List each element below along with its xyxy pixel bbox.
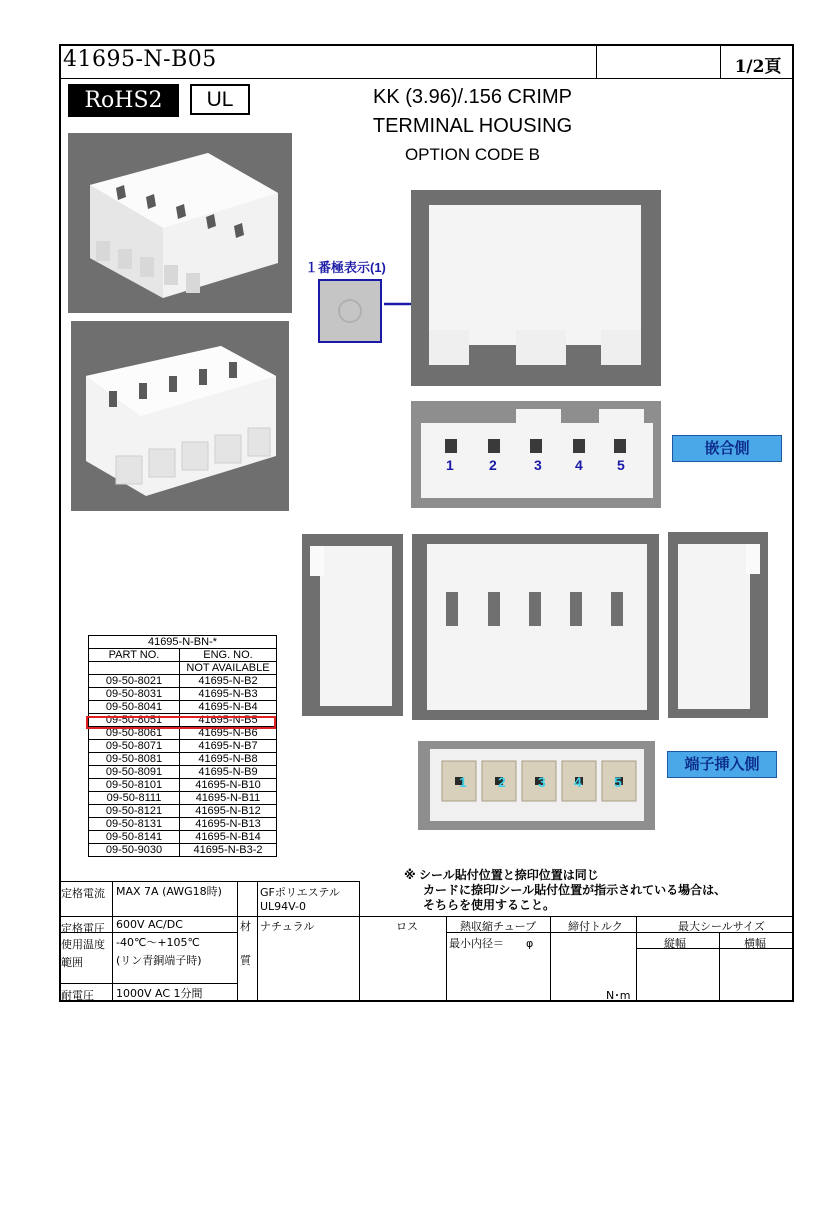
parts-table: [88, 635, 277, 857]
housing-angled-illustration: [71, 321, 289, 511]
part-number-cell: 09-50-8121: [89, 805, 180, 818]
housing-photo-top: [68, 133, 292, 313]
housing-mating-face-illustration: [411, 401, 661, 508]
parts-table-title: 41695-N-BN-*: [89, 636, 277, 649]
housing-left-side-illustration: [302, 534, 403, 716]
withstand-voltage-label: 耐電圧: [61, 989, 94, 1002]
eng-number-cell: 41695-N-B10: [180, 779, 277, 792]
part-number-cell: 09-50-8091: [89, 766, 180, 779]
terminal-insertion-side-tag: 端子挿入側: [667, 751, 777, 778]
housing-photo-angled: [71, 321, 289, 511]
table-row: [89, 792, 277, 805]
table-row: [89, 701, 277, 714]
eng-number-cell: 41695-N-B4: [180, 701, 277, 714]
pin1-mark-label: １番極表示(1): [305, 260, 386, 275]
spec-grid-line: [237, 881, 238, 1001]
part-number-cell: 09-50-8021: [89, 675, 180, 688]
spec-grid-line: [257, 881, 258, 1001]
spec-grid-line: [112, 881, 113, 1001]
parts-table-header: ENG. NO.: [180, 649, 277, 662]
heat-shrink-header: 熱収縮チューブ: [460, 920, 537, 933]
pin-number: 3: [534, 457, 542, 473]
highlighted-row-outline: [86, 716, 276, 729]
page-number: 1/2頁: [734, 57, 782, 77]
part-number-title: 41695-N-B05: [63, 47, 217, 72]
eng-number-cell: NOT AVAILABLE: [180, 662, 277, 675]
rated-voltage-label: 定格電圧: [61, 922, 105, 935]
seal-size-header: 最大シールサイズ: [678, 920, 765, 933]
spec-grid-line: [446, 916, 447, 1001]
spec-grid-line: [59, 916, 794, 917]
eng-number-cell: 41695-N-B12: [180, 805, 277, 818]
pin-number: 4: [575, 457, 583, 473]
eng-number-cell: 41695-N-B7: [180, 740, 277, 753]
material-grade: UL94V-0: [260, 900, 307, 913]
spec-grid-line: [550, 916, 551, 1001]
table-row: [89, 831, 277, 844]
pin-number: 1: [459, 774, 467, 790]
part-number-cell: 09-50-8131: [89, 818, 180, 831]
torque-header: 締付トルク: [568, 920, 623, 933]
seal-width-header: 横幅: [744, 937, 766, 950]
note-line1: ※ シール貼付位置と捺印位置は同じ: [404, 868, 599, 882]
eng-number-cell: 41695-N-B13: [180, 818, 277, 831]
spec-grid-line: [636, 916, 637, 1001]
pin-number: 1: [446, 457, 454, 473]
part-number-cell: 09-50-8041: [89, 701, 180, 714]
part-number-cell: 09-50-8071: [89, 740, 180, 753]
ul-badge: UL: [190, 84, 250, 115]
eng-number-cell: 41695-N-B5: [180, 714, 277, 727]
housing-right-side-illustration: [668, 532, 768, 718]
eng-number-cell: 41695-N-B8: [180, 753, 277, 766]
pin-number: 5: [617, 457, 625, 473]
material-color: ナチュラル: [260, 920, 315, 933]
rated-current-value: MAX 7A (AWG18時): [116, 885, 222, 898]
parts-table-header: PART NO.: [89, 649, 180, 662]
eng-number-cell: 41695-N-B6: [180, 727, 277, 740]
header-divider: [59, 78, 794, 79]
part-number-cell: 09-50-8081: [89, 753, 180, 766]
table-row: [89, 675, 277, 688]
header-divider-v2: [720, 44, 721, 78]
spec-grid-line: [359, 881, 360, 1001]
product-title-line3: OPTION CODE B: [404, 145, 541, 164]
torque-unit: N･m: [606, 989, 631, 1002]
part-number-cell: [89, 662, 180, 675]
part-number-cell: 09-50-8101: [89, 779, 180, 792]
table-row: [89, 844, 277, 857]
mating-side-tag: 嵌合側: [672, 435, 782, 462]
pin-number: 3: [538, 774, 546, 790]
temp-range-value: -40℃～+105℃: [116, 936, 200, 949]
eng-number-cell: 41695-N-B14: [180, 831, 277, 844]
housing-photo-top-face: [412, 534, 659, 720]
housing-photo-mating-face: [411, 401, 661, 508]
spec-grid-line: [636, 948, 794, 949]
eng-number-cell: 41695-N-B11: [180, 792, 277, 805]
pin-number: 2: [489, 457, 497, 473]
product-title-line1: KK (3.96)/.156 CRIMP: [373, 86, 572, 108]
part-number-cell: 09-50-8061: [89, 727, 180, 740]
note-line2: カードに捺印/シール貼付位置が指示されている場合は、: [423, 883, 727, 897]
eng-number-cell: 41695-N-B3: [180, 688, 277, 701]
note-line3: そちらを使用すること。: [423, 898, 556, 912]
rated-current-label: 定格電流: [61, 887, 105, 900]
material-label: 材: [240, 920, 251, 933]
table-row: [89, 805, 277, 818]
table-row: [89, 818, 277, 831]
header-divider-v1: [596, 44, 597, 78]
housing-photo-side: [411, 190, 661, 386]
part-number-cell: 09-50-8111: [89, 792, 180, 805]
table-row: [89, 662, 277, 675]
table-row: [89, 779, 277, 792]
seal-height-header: 縦幅: [664, 937, 686, 950]
pin-number: 2: [498, 774, 506, 790]
housing-photo-terminal-face: [418, 741, 655, 830]
table-row: [89, 688, 277, 701]
spec-grid-line: [59, 881, 359, 882]
table-row: [89, 740, 277, 753]
heat-shrink-min-diameter: 最小内径＝ φ: [449, 937, 534, 950]
material-value: GFポリエステル: [260, 886, 340, 899]
eng-number-cell: 41695-N-B9: [180, 766, 277, 779]
housing-top-face-illustration: [412, 534, 659, 720]
eng-number-cell: 41695-N-B3-2: [180, 844, 277, 857]
part-number-cell: 09-50-8051: [89, 714, 180, 727]
material-label-2: 質: [240, 954, 251, 967]
spec-grid-line: [59, 983, 237, 984]
product-title-line2: TERMINAL HOUSING: [372, 115, 573, 137]
part-number-cell: 09-50-8031: [89, 688, 180, 701]
housing-photo-left-side: [302, 534, 403, 716]
part-number-cell: 09-50-9030: [89, 844, 180, 857]
lot-header: ロス: [396, 920, 418, 933]
housing-photo-right-side: [668, 532, 768, 718]
part-number-cell: 09-50-8141: [89, 831, 180, 844]
rohs-badge: RoHS2: [68, 84, 179, 117]
table-row: [89, 766, 277, 779]
pin1-mark-zoom: [318, 279, 382, 343]
housing-side-illustration: [411, 190, 661, 386]
rated-voltage-value: 600V AC/DC: [116, 918, 183, 931]
withstand-voltage-value: 1000V AC 1分間: [116, 987, 203, 1000]
housing-top-illustration: [68, 133, 292, 313]
table-row: [89, 753, 277, 766]
temp-range-note: (リン青銅端子時): [116, 954, 202, 967]
temp-range-label-2: 範囲: [61, 956, 83, 969]
pin-number: 5: [614, 774, 622, 790]
eng-number-cell: 41695-N-B2: [180, 675, 277, 688]
pin-number: 4: [574, 774, 582, 790]
pin1-mark-circle: [320, 281, 380, 341]
spec-grid-line: [719, 932, 720, 1001]
temp-range-label: 使用温度: [61, 938, 105, 951]
